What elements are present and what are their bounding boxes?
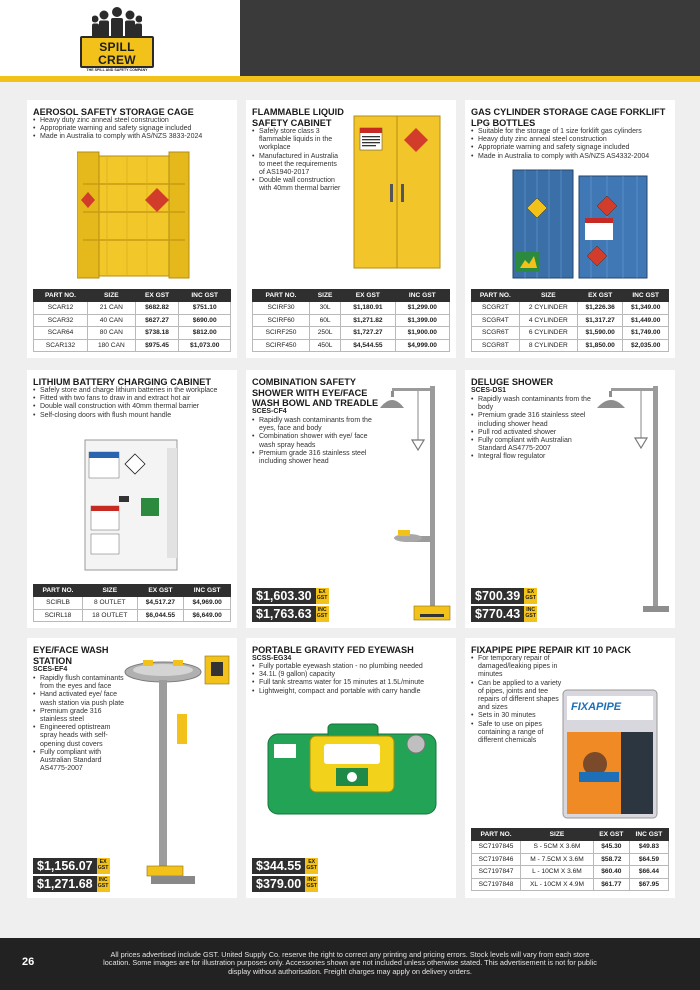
feature-item: • Manufactured in Australia to meet the requirements of AS1940-2017 — [252, 153, 342, 178]
feature-item: • Safe to use on pipes containing a range of different chemicals — [471, 721, 567, 746]
size: 6 CYLINDER — [519, 327, 577, 340]
part-number: SCGR4T — [472, 314, 520, 327]
inc-gst-price: $812.00 — [179, 327, 231, 340]
column-header: PART NO. — [34, 585, 83, 597]
product-card-lithium-cabinet — [27, 370, 237, 628]
feature-item: • Premium grade 316 stainless steel including shower head — [471, 412, 591, 428]
feature-item: • Hand activated eye/ face wash station via push plate — [33, 691, 127, 707]
part-number: SCAR64 — [34, 327, 88, 340]
ex-gst-label — [524, 588, 537, 604]
size: 30L — [310, 302, 341, 315]
column-header: PART NO. — [472, 290, 520, 302]
ex-gst-price: $1,590.00 — [577, 327, 623, 340]
product-code: SCES-DS1 — [471, 387, 507, 394]
gst-label-line: GST — [306, 883, 318, 889]
size: 21 CAN — [88, 302, 136, 315]
size: S - 5CM X 3.6M — [521, 841, 594, 854]
size: 450L — [310, 339, 341, 352]
column-header: PART NO. — [472, 829, 521, 841]
product-title: AEROSOL SAFETY STORAGE CAGE — [33, 107, 194, 117]
price-ex-amount: $700.39 — [471, 588, 524, 604]
feature-item: • Full tank streams water for 15 minutes at 1.5L/minute — [252, 679, 454, 687]
eye-wash-station-image — [121, 652, 233, 892]
price-inc-gst — [33, 876, 110, 892]
portable-eyewash-image — [266, 720, 440, 816]
feature-item: • Heavy duty zinc anneal steel construction — [471, 136, 673, 144]
table-row — [34, 339, 231, 352]
feature-item: • Fully portable eyewash station - no plumbing needed — [252, 663, 454, 671]
spill-crew-logo[interactable] — [80, 6, 154, 70]
product-title: LITHIUM BATTERY CHARGING CABINET — [33, 377, 211, 387]
gst-label-line: GST — [316, 595, 328, 601]
size: 180 CAN — [88, 339, 136, 352]
inc-gst-price: $2,035.00 — [623, 339, 669, 352]
feature-item: • Self-closing doors with flush mount handle — [33, 412, 235, 420]
ex-gst-price: $1,727.27 — [341, 327, 395, 340]
price-inc-gst — [252, 876, 318, 892]
ex-gst-label — [316, 588, 329, 604]
size: 80 CAN — [88, 327, 136, 340]
feature-item: • Made in Australia to comply with AS/NZS 3833-2024 — [33, 133, 235, 141]
inc-gst-price: $4,999.00 — [395, 339, 449, 352]
product-card-eye-face-wash — [27, 638, 237, 898]
ex-gst-label — [97, 858, 110, 874]
part-number: SC7197846 — [472, 853, 521, 866]
feature-item: • Double wall construction with 40mm thermal barrier — [252, 177, 342, 193]
part-number: SCGR2T — [472, 302, 520, 315]
table-header-row — [34, 585, 231, 597]
product-code: SCES-EF4 — [33, 666, 68, 673]
column-header: SIZE — [310, 290, 341, 302]
price-table — [33, 289, 231, 352]
table-header-row — [472, 290, 669, 302]
gas-cylinder-cage-image — [511, 168, 651, 282]
price-ex-amount: $1,156.07 — [33, 858, 97, 874]
ex-label-line: EX — [527, 589, 535, 596]
ex-gst-price: $45.30 — [593, 841, 629, 854]
size: 18 OUTLET — [82, 609, 137, 622]
price-table — [471, 289, 669, 352]
ex-gst-price: $60.40 — [593, 866, 629, 879]
feature-item: • Sets in 30 minutes — [471, 712, 567, 720]
ex-gst-price: $627.27 — [135, 314, 179, 327]
table-row — [472, 314, 669, 327]
column-header: EX GST — [577, 290, 623, 302]
part-number: SCIRL18 — [34, 609, 83, 622]
table-row — [34, 314, 231, 327]
table-row — [253, 314, 450, 327]
feature-item: • Appropriate warning and safety signage included — [33, 125, 235, 133]
inc-gst-price: $49.83 — [629, 841, 668, 854]
table-row — [34, 597, 231, 610]
price-ex-gst — [252, 588, 329, 604]
inc-label-line: INC — [526, 607, 536, 614]
gst-label-line: GST — [97, 883, 109, 889]
inc-label-line: INC — [98, 877, 108, 884]
inc-gst-label — [305, 876, 318, 892]
crew-people-icon — [92, 6, 142, 40]
header-accent-stripe — [0, 76, 700, 82]
inc-gst-label — [524, 606, 537, 622]
inc-label-line: INC — [307, 877, 317, 884]
feature-list — [252, 663, 454, 696]
part-number: SC7197845 — [472, 841, 521, 854]
feature-item: • Safely store and charge lithium batteries in the workplace — [33, 387, 235, 395]
page-number: 26 — [22, 956, 35, 968]
logo-badge — [80, 36, 154, 72]
product-card-aerosol-cage — [27, 100, 237, 358]
price-ex-gst — [252, 858, 318, 874]
feature-item: • Rapidly wash contaminants from the body — [471, 396, 591, 412]
part-number: SCGR8T — [472, 339, 520, 352]
size: 250L — [310, 327, 341, 340]
brand-name: SPILL CREW — [98, 40, 136, 67]
ex-gst-price: $738.18 — [135, 327, 179, 340]
feature-item: • Pull rod activated shower — [471, 429, 591, 437]
column-header: INC GST — [395, 290, 449, 302]
feature-list — [252, 128, 342, 194]
feature-item: • Premium grade 316 stainless steel including shower head — [252, 450, 372, 466]
flammable-cabinet-image — [352, 114, 444, 272]
part-number: SCIRF60 — [253, 314, 310, 327]
part-number: SCIRLB — [34, 597, 83, 610]
part-number: SCAR132 — [34, 339, 88, 352]
inc-gst-price: $1,449.00 — [623, 314, 669, 327]
size: XL - 10CM X 4.9M — [521, 878, 594, 891]
price-ex-gst — [471, 588, 537, 604]
product-title: GAS CYLINDER STORAGE CAGE FORKLIFT LPG BOTTLES — [471, 107, 666, 128]
feature-item: • 34.1L (9 gallon) capacity — [252, 671, 454, 679]
inc-gst-price: $1,349.00 — [623, 302, 669, 315]
size: 8 OUTLET — [82, 597, 137, 610]
inc-gst-price: $67.95 — [629, 878, 668, 891]
part-number: SC7197848 — [472, 878, 521, 891]
ex-gst-price: $1,317.27 — [577, 314, 623, 327]
feature-list — [33, 387, 235, 420]
size: L - 10CM X 3.6M — [521, 866, 594, 879]
feature-list — [471, 396, 591, 462]
product-card-deluge-shower — [465, 370, 675, 628]
product-card-gas-cylinder-cage — [465, 100, 675, 358]
feature-list — [471, 655, 567, 745]
table-header-row — [472, 829, 669, 841]
column-header: EX GST — [137, 585, 184, 597]
feature-list — [252, 417, 372, 466]
table-row — [253, 302, 450, 315]
feature-item: • Fully compliant with Australian Standard AS4775-2007 — [33, 749, 127, 774]
part-number: SCAR12 — [34, 302, 88, 315]
table-header-row — [253, 290, 450, 302]
part-number: SCGR6T — [472, 327, 520, 340]
part-number: SCIRF250 — [253, 327, 310, 340]
ex-gst-price: $1,180.91 — [341, 302, 395, 315]
inc-gst-price: $1,299.00 — [395, 302, 449, 315]
feature-item: • Integral flow regulator — [471, 453, 591, 461]
part-number: SCIRF450 — [253, 339, 310, 352]
size: 2 CYLINDER — [519, 302, 577, 315]
part-number: SC7197847 — [472, 866, 521, 879]
gst-label-line: GST — [316, 613, 328, 619]
feature-item: • Rapidly wash contaminants from the eyes, face and body — [252, 417, 372, 433]
column-header: PART NO. — [253, 290, 310, 302]
inc-gst-price: $6,649.00 — [184, 609, 231, 622]
brand-tagline: THE SPILL AND SAFETY COMPANY — [86, 68, 148, 72]
table-header-row — [34, 290, 231, 302]
column-header: INC GST — [629, 829, 668, 841]
ex-gst-price: $1,850.00 — [577, 339, 623, 352]
price-table — [33, 584, 231, 622]
inc-gst-price: $64.59 — [629, 853, 668, 866]
feature-item: • Premium grade 316 stainless steel — [33, 708, 127, 724]
size: M - 7.5CM X 3.6M — [521, 853, 594, 866]
inc-gst-price: $66.44 — [629, 866, 668, 879]
product-title: FIXAPIPE PIPE REPAIR KIT 10 PACK — [471, 645, 631, 655]
price-inc-amount: $1,763.63 — [252, 606, 316, 622]
price-ex-amount: $344.55 — [252, 858, 305, 874]
fixapipe-package-image — [557, 688, 661, 820]
feature-item: • Fully compliant with Australian Standard AS4775-2007 — [471, 437, 591, 453]
product-card-combination-shower — [246, 370, 456, 628]
inc-gst-price: $751.10 — [179, 302, 231, 315]
inc-gst-price: $1,073.00 — [179, 339, 231, 352]
price-inc-gst — [252, 606, 329, 622]
table-row — [472, 327, 669, 340]
price-table — [471, 828, 669, 891]
price-ex-gst — [33, 858, 110, 874]
ex-gst-price: $61.77 — [593, 878, 629, 891]
header-dark-band — [240, 0, 700, 76]
price-inc-gst — [471, 606, 537, 622]
ex-gst-price: $1,226.36 — [577, 302, 623, 315]
column-header: EX GST — [593, 829, 629, 841]
feature-item: • Engineered optistream spray heads with self-opening dust covers — [33, 724, 127, 749]
ex-label-line: EX — [308, 859, 316, 866]
product-code: SCSS-EG34 — [252, 655, 292, 662]
product-card-fixapipe-kit — [465, 638, 675, 898]
feature-item: • Combination shower with eye/ face wash spray heads — [252, 433, 372, 449]
feature-list — [33, 675, 127, 773]
column-header: INC GST — [179, 290, 231, 302]
inc-label-line: INC — [317, 607, 327, 614]
table-row — [472, 339, 669, 352]
table-row — [472, 866, 669, 879]
price-ex-amount: $1,603.30 — [252, 588, 316, 604]
table-row — [472, 841, 669, 854]
inc-gst-price: $4,969.00 — [184, 597, 231, 610]
table-row — [34, 302, 231, 315]
feature-item: • Lightweight, compact and portable with carry handle — [252, 688, 454, 696]
column-header: SIZE — [82, 585, 137, 597]
column-header: EX GST — [341, 290, 395, 302]
feature-item: • Can be applied to a variety of pipes, joints and tee repairs of different shapes and sizes — [471, 680, 567, 713]
lithium-cabinet-image — [83, 438, 183, 574]
price-inc-amount: $1,271.68 — [33, 876, 97, 892]
ex-label-line: EX — [99, 859, 107, 866]
gst-label-line: GST — [525, 613, 537, 619]
feature-item: • Appropriate warning and safety signage included — [471, 144, 673, 152]
product-title: FLAMMABLE LIQUID SAFETY CABINET — [252, 107, 344, 128]
ex-label-line: EX — [318, 589, 326, 596]
gst-label-line: GST — [525, 595, 537, 601]
product-title: COMBINATION SAFETY SHOWER WITH EYE/FACE WASH BOWL AND TREADLE — [252, 377, 379, 408]
size: 60L — [310, 314, 341, 327]
table-row — [253, 339, 450, 352]
column-header: INC GST — [184, 585, 231, 597]
part-number: SCIRF30 — [253, 302, 310, 315]
feature-item: • Heavy duty zinc anneal steel construction — [33, 117, 235, 125]
feature-item: • Safely store class 3 flammable liquids in the workplace — [252, 128, 342, 153]
price-inc-amount: $770.43 — [471, 606, 524, 622]
feature-list — [471, 128, 673, 161]
table-row — [472, 878, 669, 891]
pricing-disclaimer: All prices advertised include GST. United Supply Co. reserve the right to correct any printing and pricing errors. Stock levels will vary from each store location. Some images are for illustration purposes only. Accessories shown are not included unless otherwise stated. This advertisement is not for public display without authorisation. Freight charges may apply on delivery orders. — [103, 950, 597, 976]
price-inc-amount: $379.00 — [252, 876, 305, 892]
table-row — [34, 327, 231, 340]
gst-label-line: GST — [97, 865, 109, 871]
product-title: DELUGE SHOWER — [471, 377, 554, 387]
column-header: SIZE — [519, 290, 577, 302]
ex-gst-price: $4,544.55 — [341, 339, 395, 352]
product-card-flammable-cabinet — [246, 100, 456, 358]
product-card-portable-eyewash — [246, 638, 456, 898]
inc-gst-price: $690.00 — [179, 314, 231, 327]
ex-gst-price: $1,271.82 — [341, 314, 395, 327]
table-row — [472, 302, 669, 315]
feature-item: • For temporary repair of damaged/leaking pipes in minutes — [471, 655, 567, 680]
size: 8 CYLINDER — [519, 339, 577, 352]
ex-gst-price: $6,044.55 — [137, 609, 184, 622]
product-title: PORTABLE GRAVITY FED EYEWASH — [252, 645, 414, 655]
table-row — [253, 327, 450, 340]
inc-gst-price: $1,749.00 — [623, 327, 669, 340]
inc-gst-label — [316, 606, 329, 622]
column-header: PART NO. — [34, 290, 88, 302]
column-header: SIZE — [521, 829, 594, 841]
product-code: SCES-CF4 — [252, 408, 287, 415]
aerosol-cage-image — [77, 150, 217, 280]
table-row — [472, 853, 669, 866]
inc-gst-label — [97, 876, 110, 892]
column-header: INC GST — [623, 290, 669, 302]
size: 4 CYLINDER — [519, 314, 577, 327]
part-number: SCAR32 — [34, 314, 88, 327]
ex-gst-price: $682.82 — [135, 302, 179, 315]
ex-gst-label — [305, 858, 318, 874]
price-table — [252, 289, 450, 352]
combination-shower-image — [378, 380, 454, 624]
ex-gst-price: $975.45 — [135, 339, 179, 352]
inc-gst-price: $1,399.00 — [395, 314, 449, 327]
feature-list — [33, 117, 235, 142]
size: 40 CAN — [88, 314, 136, 327]
feature-item: • Fitted with two fans to draw in and extract hot air — [33, 395, 235, 403]
page-footer — [0, 938, 700, 990]
column-header: EX GST — [135, 290, 179, 302]
fixapipe-brand-text: FIXAPIPE — [571, 701, 622, 713]
feature-item: • Made in Australia to comply with AS/NZS AS4332-2004 — [471, 153, 673, 161]
ex-gst-price: $58.72 — [593, 853, 629, 866]
inc-gst-price: $1,900.00 — [395, 327, 449, 340]
column-header: SIZE — [88, 290, 136, 302]
ex-gst-price: $4,517.27 — [137, 597, 184, 610]
feature-item: • Suitable for the storage of 1 size forklift gas cylinders — [471, 128, 673, 136]
gst-label-line: GST — [306, 865, 318, 871]
deluge-shower-image — [593, 380, 673, 624]
feature-item: • Rapidly flush contaminants from the eyes and face — [33, 675, 127, 691]
product-title: EYE/FACE WASH STATION — [33, 645, 109, 666]
table-row — [34, 609, 231, 622]
feature-item: • Double wall construction with 40mm thermal barrier — [33, 403, 235, 411]
